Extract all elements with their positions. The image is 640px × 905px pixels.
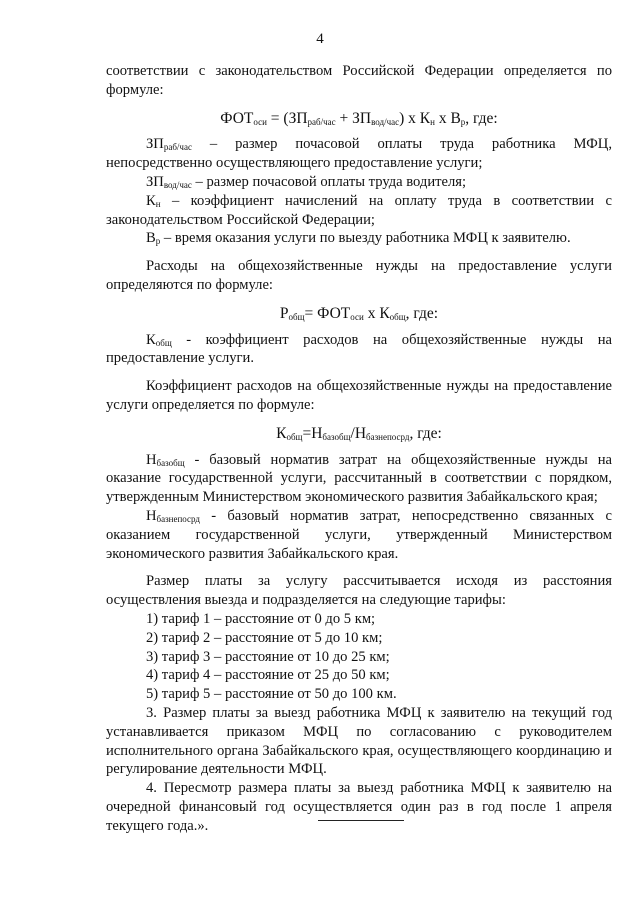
- separator-line: [318, 820, 404, 821]
- expenses-paragraph: Расходы на общехозяйственные нужды на предоставление услуги определяются по формуле:: [106, 258, 612, 293]
- document-body: [106, 62, 612, 835]
- def-zp-vod: $ЗП_{вод/час}$ – размер почасовой оплаты труда водителя;: [146, 173, 467, 190]
- paragraph-4: 4. Пересмотр размера платы за выезд работника МФЦ к заявителю на очередной финансовый год осуществляется один раз в год после 1 апреля текущего года.».: [106, 780, 612, 834]
- def-kobsh: $К_{общ}$ - коэффициент расходов на общехозяйственные нужды на предоставление услуги.: [106, 331, 612, 367]
- page-number: 4: [316, 31, 324, 47]
- def-vr: $В_р$ – время оказания услуги по выезду работника МФЦ к заявителю.: [146, 230, 571, 247]
- list-item: 2) тариф 2 – расстояние от 5 до 10 км;: [146, 629, 383, 646]
- formula-fot: $ФОТ_{оси} = (ЗП_{раб/час} + ЗП_{вод/час})$ х $К_н$ х $В_р$, где:: [220, 109, 498, 127]
- list-item: 1) тариф 1 – расстояние от 0 до 5 км;: [146, 610, 376, 627]
- list-item: 3) тариф 3 – расстояние от 10 до 25 км;: [146, 648, 390, 665]
- tariff-intro-paragraph: Размер платы за услугу рассчитывается исходя из расстояния осуществления выезда и подразделяется на следующие тарифы:: [106, 573, 612, 609]
- list-item: 4) тариф 4 – расстояние от 25 до 50 км;: [146, 667, 390, 684]
- paragraph-3: 3. Размер платы за выезд работника МФЦ к заявителю на текущий год устанавливается приказом МФЦ по согласованию с руководителем исполнительного органа Забайкальского края, осуществляющего координацию и регулирование деятельности МФЦ.: [106, 704, 612, 778]
- def-nbazobsh: $Н_{базобщ}$ - базовый норматив затрат на общехозяйственные нужды на оказание государственной услуги, рассчитанный в соответствии с порядком, утвержденным Министерством экономического развития Забайкальского края;: [106, 451, 612, 506]
- coefficient-paragraph: Коэффициент расходов на общехозяйственные нужды на предоставление услуги определяется по формуле:: [106, 378, 612, 413]
- tariff-list: [106, 610, 612, 704]
- def-zp-rab: $ЗП_{раб/час}$ – размер почасовой оплаты труда работника МФЦ, непосредственно осуществляющего предоставление услуги;: [106, 136, 612, 172]
- def-nbaznepos: $Н_{базнепосрд}$ - базовый норматив затрат, непосредственно связанных с оказанием государственной услуги, утвержденный Министерством экономического развития Забайкальского края.: [106, 507, 612, 562]
- formula-robsh: $Р_{общ}= ФОТ_{оси}$ х $К_{общ}$, где:: [279, 304, 439, 322]
- list-item: 5) тариф 5 – расстояние от 50 до 100 км.: [146, 686, 397, 703]
- def-kn: $К_н$ – коэффициент начислений на оплату труда в соответствии с законодательством Российской Федерации;: [106, 192, 612, 228]
- formula-kobsh: $К_{общ}=Н_{базобщ}/Н_{базнепосрд}$, где:: [276, 424, 442, 442]
- intro-paragraph: соответствии с законодательством Российской Федерации определяется по формуле:: [106, 63, 612, 98]
